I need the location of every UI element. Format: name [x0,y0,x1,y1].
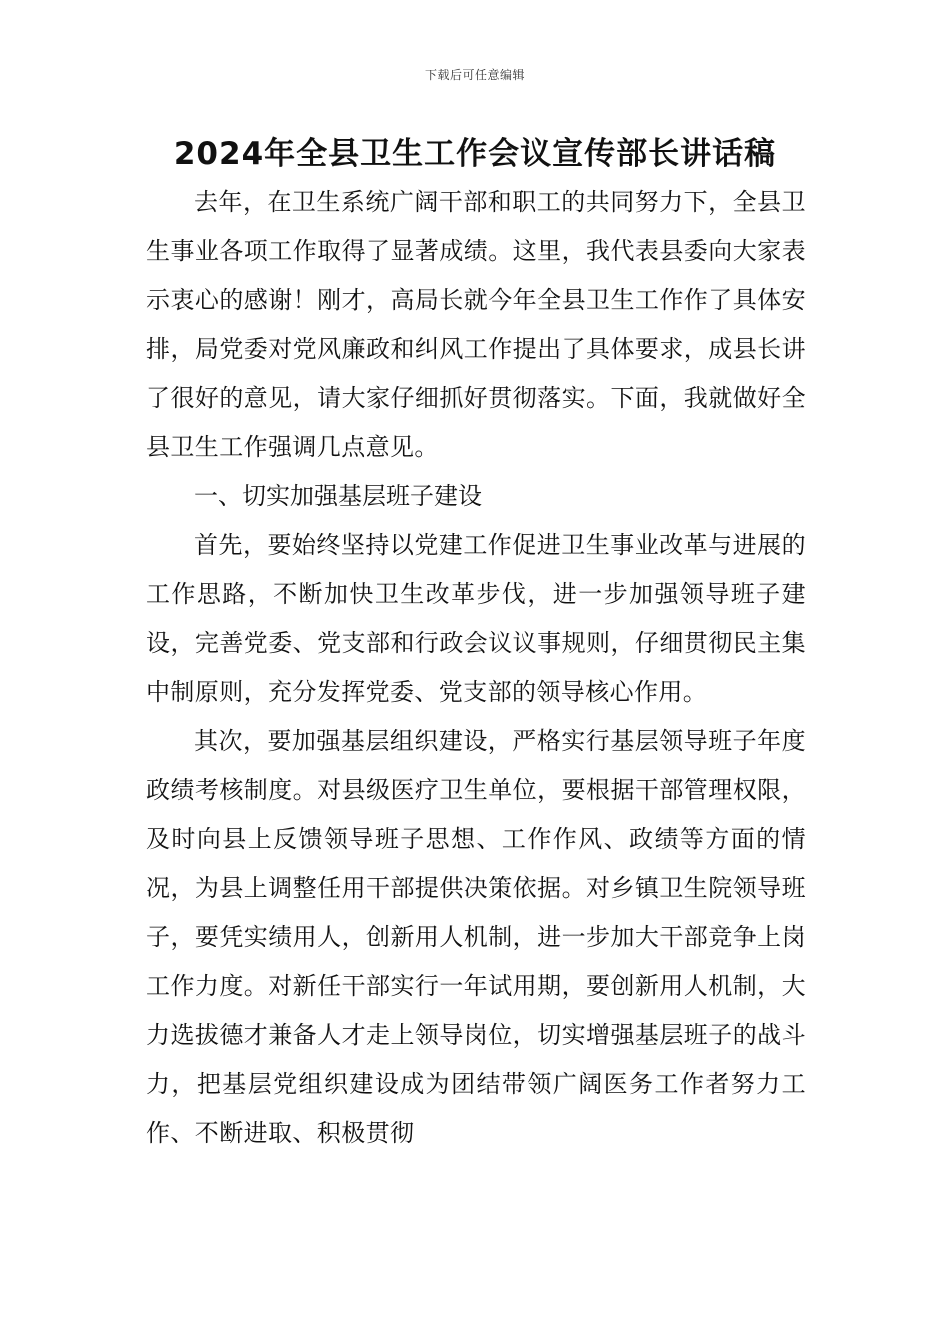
paragraph-second: 其次，要加强基层组织建设，严格实行基层领导班子年度政绩考核制度。对县级医疗卫生单位，要根据干部管理权限，及时向县上反馈领导班子思想、工作作风、政绩等方面的情况，为县上调整任用干部提供决策依据。对乡镇卫生院领导班子，要凭实绩用人，创新用人机制，进一步加大干部竞争上岗工作力度。对新任干部实行一年试用期，要创新用人机制，大力选拔德才兼备人才走上领导岗位，切实增强基层班子的战斗力，把基层党组织建设成为团结带领广阔医务工作者努力工作、不断进取、积极贯彻 [146,727,806,1147]
header-note: 下载后可任意编辑 [424,68,525,82]
paragraph-first: 首先，要始终坚持以党建工作促进卫生事业改革与进展的工作思路，不断加快卫生改革步伐，进一步加强领导班子建设，完善党委、党支部和行政会议议事规则，仔细贯彻民主集中制原则，充分发挥党委、党支部的领导核心作用。 [146,531,806,706]
document-body [146,178,806,1158]
section-heading: 一、切实加强基层班子建设 [194,482,482,510]
document-title: 2024年全县卫生工作会议宣传部长讲话稿 [173,136,777,172]
paragraph-intro: 去年，在卫生系统广阔干部和职工的共同努力下，全县卫生事业各项工作取得了显著成绩。这里，我代表县委向大家表示衷心的感谢！刚才，高局长就今年全县卫生工作作了具体安排，局党委对党风廉政和纠风工作提出了具体要求，成县长讲了很好的意见，请大家仔细抓好贯彻落实。下面，我就做好全县卫生工作强调几点意见。 [146,188,806,461]
